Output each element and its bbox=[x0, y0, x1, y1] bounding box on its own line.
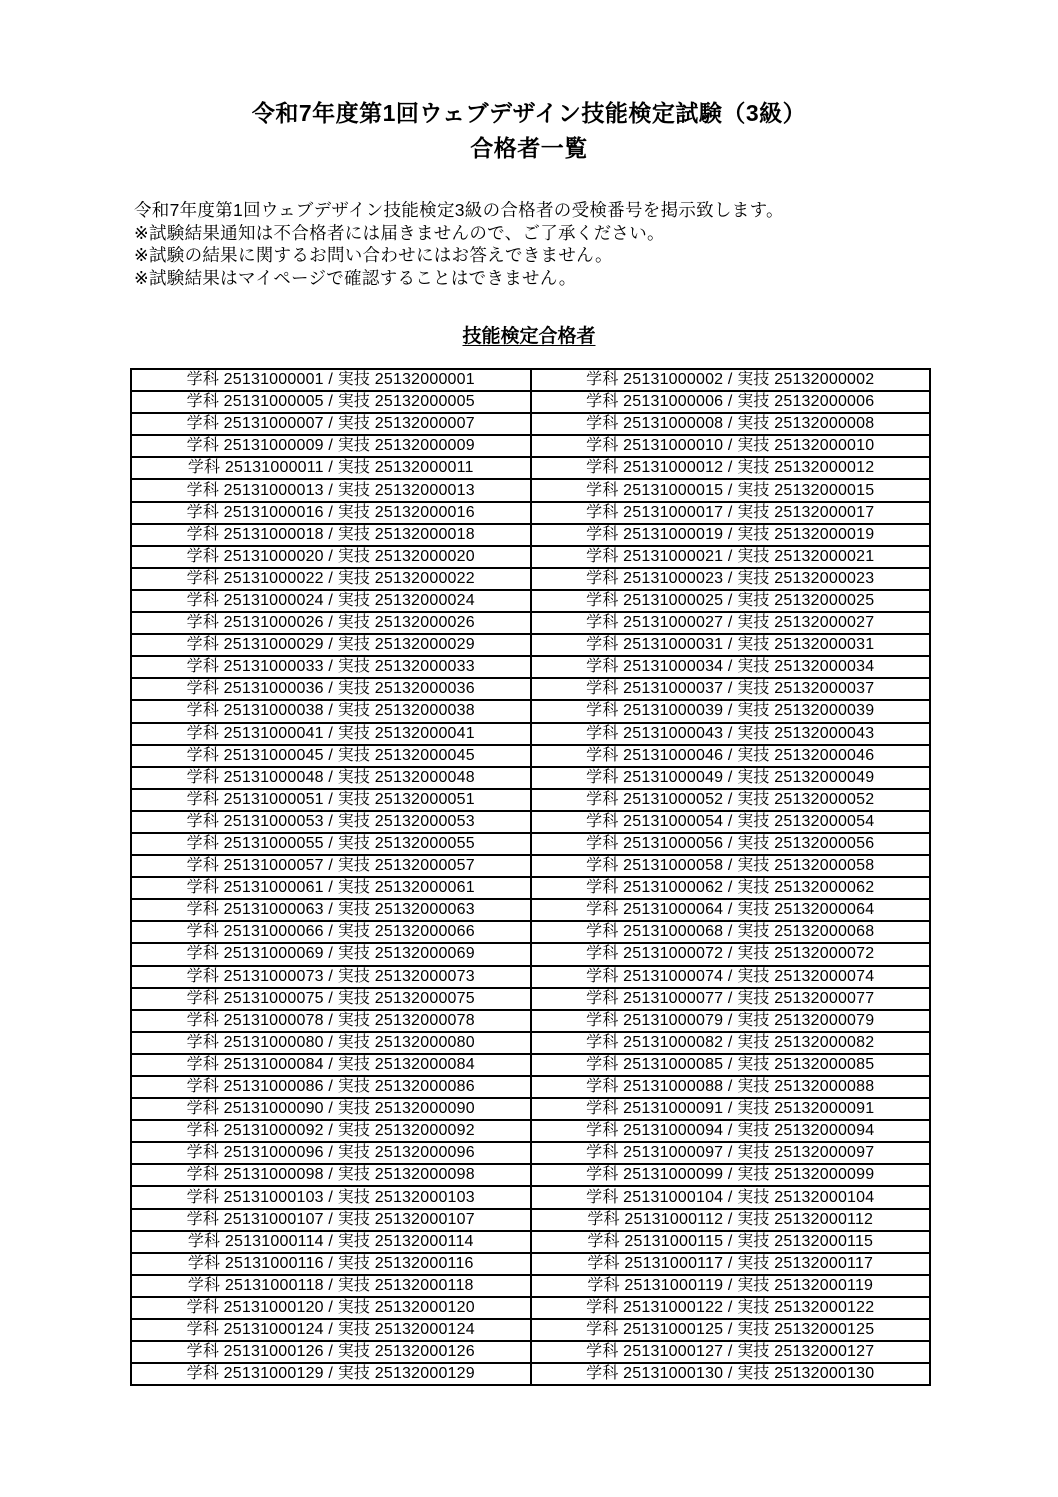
pass-number-cell: 学科 25131000043 / 実技 25132000043 bbox=[531, 723, 931, 745]
pass-number-cell: 学科 25131000036 / 実技 25132000036 bbox=[131, 678, 531, 700]
pass-number-cell: 学科 25131000024 / 実技 25132000024 bbox=[131, 590, 531, 612]
page-title-line-2: 合格者一覧 bbox=[470, 135, 588, 161]
pass-number-cell: 学科 25131000085 / 実技 25132000085 bbox=[531, 1054, 931, 1076]
table-row bbox=[131, 1209, 930, 1231]
pass-number-cell: 学科 25131000125 / 実技 25132000125 bbox=[531, 1319, 931, 1341]
pass-number-cell: 学科 25131000057 / 実技 25132000057 bbox=[131, 855, 531, 877]
pass-number-cell: 学科 25131000117 / 実技 25132000117 bbox=[531, 1253, 931, 1275]
table-row bbox=[131, 634, 930, 656]
table-row bbox=[131, 1010, 930, 1032]
page-title bbox=[0, 0, 1058, 166]
pass-number-cell: 学科 25131000118 / 実技 25132000118 bbox=[131, 1275, 531, 1297]
pass-number-cell: 学科 25131000080 / 実技 25132000080 bbox=[131, 1032, 531, 1054]
pass-number-cell: 学科 25131000077 / 実技 25132000077 bbox=[531, 988, 931, 1010]
pass-number-cell: 学科 25131000010 / 実技 25132000010 bbox=[531, 435, 931, 457]
table-row bbox=[131, 1275, 930, 1297]
table-row bbox=[131, 745, 930, 767]
pass-number-cell: 学科 25131000084 / 実技 25132000084 bbox=[131, 1054, 531, 1076]
table-row bbox=[131, 612, 930, 634]
pass-number-cell: 学科 25131000104 / 実技 25132000104 bbox=[531, 1186, 931, 1208]
table-row bbox=[131, 1253, 930, 1275]
pass-number-cell: 学科 25131000103 / 実技 25132000103 bbox=[131, 1186, 531, 1208]
table-row bbox=[131, 391, 930, 413]
table-row bbox=[131, 1120, 930, 1142]
pass-number-cell: 学科 25131000058 / 実技 25132000058 bbox=[531, 855, 931, 877]
pass-number-cell: 学科 25131000088 / 実技 25132000088 bbox=[531, 1076, 931, 1098]
pass-number-cell: 学科 25131000072 / 実技 25132000072 bbox=[531, 943, 931, 965]
table-row bbox=[131, 943, 930, 965]
table-row bbox=[131, 479, 930, 501]
table-row bbox=[131, 1341, 930, 1363]
intro-paragraph bbox=[134, 199, 1058, 289]
pass-number-cell: 学科 25131000046 / 実技 25132000046 bbox=[531, 745, 931, 767]
pass-number-cell: 学科 25131000034 / 実技 25132000034 bbox=[531, 656, 931, 678]
pass-number-cell: 学科 25131000045 / 実技 25132000045 bbox=[131, 745, 531, 767]
table-row bbox=[131, 435, 930, 457]
pass-number-cell: 学科 25131000007 / 実技 25132000007 bbox=[131, 413, 531, 435]
pass-number-cell: 学科 25131000119 / 実技 25132000119 bbox=[531, 1275, 931, 1297]
pass-number-cell: 学科 25131000055 / 実技 25132000055 bbox=[131, 833, 531, 855]
pass-number-cell: 学科 25131000020 / 実技 25132000020 bbox=[131, 546, 531, 568]
table-row bbox=[131, 590, 930, 612]
pass-number-cell: 学科 25131000011 / 実技 25132000011 bbox=[131, 457, 531, 479]
table-row bbox=[131, 1186, 930, 1208]
table-row bbox=[131, 700, 930, 722]
pass-number-cell: 学科 25131000115 / 実技 25132000115 bbox=[531, 1231, 931, 1253]
table-row bbox=[131, 502, 930, 524]
pass-number-cell: 学科 25131000018 / 実技 25132000018 bbox=[131, 524, 531, 546]
table-row bbox=[131, 1319, 930, 1341]
pass-number-cell: 学科 25131000127 / 実技 25132000127 bbox=[531, 1341, 931, 1363]
table-row bbox=[131, 1032, 930, 1054]
pass-number-cell: 学科 25131000026 / 実技 25132000026 bbox=[131, 612, 531, 634]
pass-number-cell: 学科 25131000006 / 実技 25132000006 bbox=[531, 391, 931, 413]
section-heading bbox=[0, 321, 1058, 348]
page-title-line-1: 令和7年度第1回ウェブデザイン技能検定試験（3級） bbox=[251, 100, 807, 126]
pass-number-cell: 学科 25131000092 / 実技 25132000092 bbox=[131, 1120, 531, 1142]
table-row bbox=[131, 767, 930, 789]
pass-number-cell: 学科 25131000114 / 実技 25132000114 bbox=[131, 1231, 531, 1253]
pass-number-cell: 学科 25131000017 / 実技 25132000017 bbox=[531, 502, 931, 524]
table-row bbox=[131, 789, 930, 811]
pass-number-cell: 学科 25131000027 / 実技 25132000027 bbox=[531, 612, 931, 634]
pass-number-cell: 学科 25131000097 / 実技 25132000097 bbox=[531, 1142, 931, 1164]
pass-number-cell: 学科 25131000037 / 実技 25132000037 bbox=[531, 678, 931, 700]
intro-line: ※試験結果通知は不合格者には届きませんので、ご了承ください。 bbox=[134, 222, 665, 243]
table-row bbox=[131, 921, 930, 943]
table-row bbox=[131, 988, 930, 1010]
pass-number-cell: 学科 25131000021 / 実技 25132000021 bbox=[531, 546, 931, 568]
table-row bbox=[131, 1164, 930, 1186]
pass-number-cell: 学科 25131000056 / 実技 25132000056 bbox=[531, 833, 931, 855]
pass-number-cell: 学科 25131000073 / 実技 25132000073 bbox=[131, 966, 531, 988]
pass-number-cell: 学科 25131000122 / 実技 25132000122 bbox=[531, 1297, 931, 1319]
table-row bbox=[131, 811, 930, 833]
pass-number-cell: 学科 25131000025 / 実技 25132000025 bbox=[531, 590, 931, 612]
table-row bbox=[131, 568, 930, 590]
pass-number-cell: 学科 25131000107 / 実技 25132000107 bbox=[131, 1209, 531, 1231]
table-row bbox=[131, 877, 930, 899]
pass-number-cell: 学科 25131000052 / 実技 25132000052 bbox=[531, 789, 931, 811]
pass-number-cell: 学科 25131000031 / 実技 25132000031 bbox=[531, 634, 931, 656]
pass-number-cell: 学科 25131000041 / 実技 25132000041 bbox=[131, 723, 531, 745]
pass-number-cell: 学科 25131000002 / 実技 25132000002 bbox=[531, 369, 931, 391]
pass-number-cell: 学科 25131000096 / 実技 25132000096 bbox=[131, 1142, 531, 1164]
pass-number-cell: 学科 25131000012 / 実技 25132000012 bbox=[531, 457, 931, 479]
pass-number-cell: 学科 25131000062 / 実技 25132000062 bbox=[531, 877, 931, 899]
pass-number-table bbox=[130, 368, 931, 1386]
pass-number-cell: 学科 25131000001 / 実技 25132000001 bbox=[131, 369, 531, 391]
intro-line: ※試験の結果に関するお問い合わせにはお答えできません。 bbox=[134, 245, 613, 265]
pass-number-cell: 学科 25131000064 / 実技 25132000064 bbox=[531, 899, 931, 921]
pass-number-cell: 学科 25131000033 / 実技 25132000033 bbox=[131, 656, 531, 678]
pass-number-cell: 学科 25131000129 / 実技 25132000129 bbox=[131, 1363, 531, 1385]
pass-number-cell: 学科 25131000016 / 実技 25132000016 bbox=[131, 502, 531, 524]
pass-number-cell: 学科 25131000022 / 実技 25132000022 bbox=[131, 568, 531, 590]
pass-number-cell: 学科 25131000116 / 実技 25132000116 bbox=[131, 1253, 531, 1275]
pass-table-body bbox=[131, 369, 930, 1385]
table-row bbox=[131, 369, 930, 391]
table-row bbox=[131, 855, 930, 877]
table-row bbox=[131, 457, 930, 479]
pass-number-cell: 学科 25131000091 / 実技 25132000091 bbox=[531, 1098, 931, 1120]
pass-number-cell: 学科 25131000120 / 実技 25132000120 bbox=[131, 1297, 531, 1319]
pass-number-cell: 学科 25131000078 / 実技 25132000078 bbox=[131, 1010, 531, 1032]
table-row bbox=[131, 1231, 930, 1253]
pass-number-cell: 学科 25131000124 / 実技 25132000124 bbox=[131, 1319, 531, 1341]
table-row bbox=[131, 723, 930, 745]
table-row bbox=[131, 546, 930, 568]
pass-number-cell: 学科 25131000112 / 実技 25132000112 bbox=[531, 1209, 931, 1231]
table-row bbox=[131, 1076, 930, 1098]
intro-line: 令和7年度第1回ウェブデザイン技能検定3級の合格者の受検番号を掲示致します。 bbox=[134, 200, 784, 220]
pass-number-cell: 学科 25131000019 / 実技 25132000019 bbox=[531, 524, 931, 546]
pass-number-cell: 学科 25131000075 / 実技 25132000075 bbox=[131, 988, 531, 1010]
pass-number-cell: 学科 25131000079 / 実技 25132000079 bbox=[531, 1010, 931, 1032]
pass-number-cell: 学科 25131000005 / 実技 25132000005 bbox=[131, 391, 531, 413]
table-row bbox=[131, 1297, 930, 1319]
pass-number-cell: 学科 25131000051 / 実技 25132000051 bbox=[131, 789, 531, 811]
table-row bbox=[131, 656, 930, 678]
table-row bbox=[131, 1142, 930, 1164]
pass-number-cell: 学科 25131000008 / 実技 25132000008 bbox=[531, 413, 931, 435]
pass-number-cell: 学科 25131000098 / 実技 25132000098 bbox=[131, 1164, 531, 1186]
pass-number-cell: 学科 25131000094 / 実技 25132000094 bbox=[531, 1120, 931, 1142]
pass-number-cell: 学科 25131000068 / 実技 25132000068 bbox=[531, 921, 931, 943]
table-row bbox=[131, 1098, 930, 1120]
pass-number-cell: 学科 25131000066 / 実技 25132000066 bbox=[131, 921, 531, 943]
pass-number-cell: 学科 25131000126 / 実技 25132000126 bbox=[131, 1341, 531, 1363]
pass-number-cell: 学科 25131000086 / 実技 25132000086 bbox=[131, 1076, 531, 1098]
table-row bbox=[131, 1054, 930, 1076]
pass-number-cell: 学科 25131000130 / 実技 25132000130 bbox=[531, 1363, 931, 1385]
pass-number-cell: 学科 25131000053 / 実技 25132000053 bbox=[131, 811, 531, 833]
pass-number-cell: 学科 25131000049 / 実技 25132000049 bbox=[531, 767, 931, 789]
table-row bbox=[131, 899, 930, 921]
pass-number-cell: 学科 25131000074 / 実技 25132000074 bbox=[531, 966, 931, 988]
table-row bbox=[131, 966, 930, 988]
pass-number-cell: 学科 25131000054 / 実技 25132000054 bbox=[531, 811, 931, 833]
pass-number-cell: 学科 25131000013 / 実技 25132000013 bbox=[131, 479, 531, 501]
pass-number-cell: 学科 25131000038 / 実技 25132000038 bbox=[131, 700, 531, 722]
pass-number-cell: 学科 25131000023 / 実技 25132000023 bbox=[531, 568, 931, 590]
pass-number-cell: 学科 25131000015 / 実技 25132000015 bbox=[531, 479, 931, 501]
section-heading-text: 技能検定合格者 bbox=[462, 326, 596, 347]
pass-number-cell: 学科 25131000063 / 実技 25132000063 bbox=[131, 899, 531, 921]
pass-number-cell: 学科 25131000039 / 実技 25132000039 bbox=[531, 700, 931, 722]
table-row bbox=[131, 413, 930, 435]
pass-number-cell: 学科 25131000082 / 実技 25132000082 bbox=[531, 1032, 931, 1054]
pass-number-cell: 学科 25131000069 / 実技 25132000069 bbox=[131, 943, 531, 965]
pass-number-cell: 学科 25131000090 / 実技 25132000090 bbox=[131, 1098, 531, 1120]
pass-number-cell: 学科 25131000099 / 実技 25132000099 bbox=[531, 1164, 931, 1186]
table-row bbox=[131, 678, 930, 700]
table-row bbox=[131, 833, 930, 855]
pass-number-cell: 学科 25131000048 / 実技 25132000048 bbox=[131, 767, 531, 789]
intro-line: ※試験結果はマイページで確認することはできません。 bbox=[134, 267, 577, 288]
pass-number-cell: 学科 25131000009 / 実技 25132000009 bbox=[131, 435, 531, 457]
table-row bbox=[131, 1363, 930, 1385]
pass-number-cell: 学科 25131000061 / 実技 25132000061 bbox=[131, 877, 531, 899]
pass-number-cell: 学科 25131000029 / 実技 25132000029 bbox=[131, 634, 531, 656]
table-row bbox=[131, 524, 930, 546]
